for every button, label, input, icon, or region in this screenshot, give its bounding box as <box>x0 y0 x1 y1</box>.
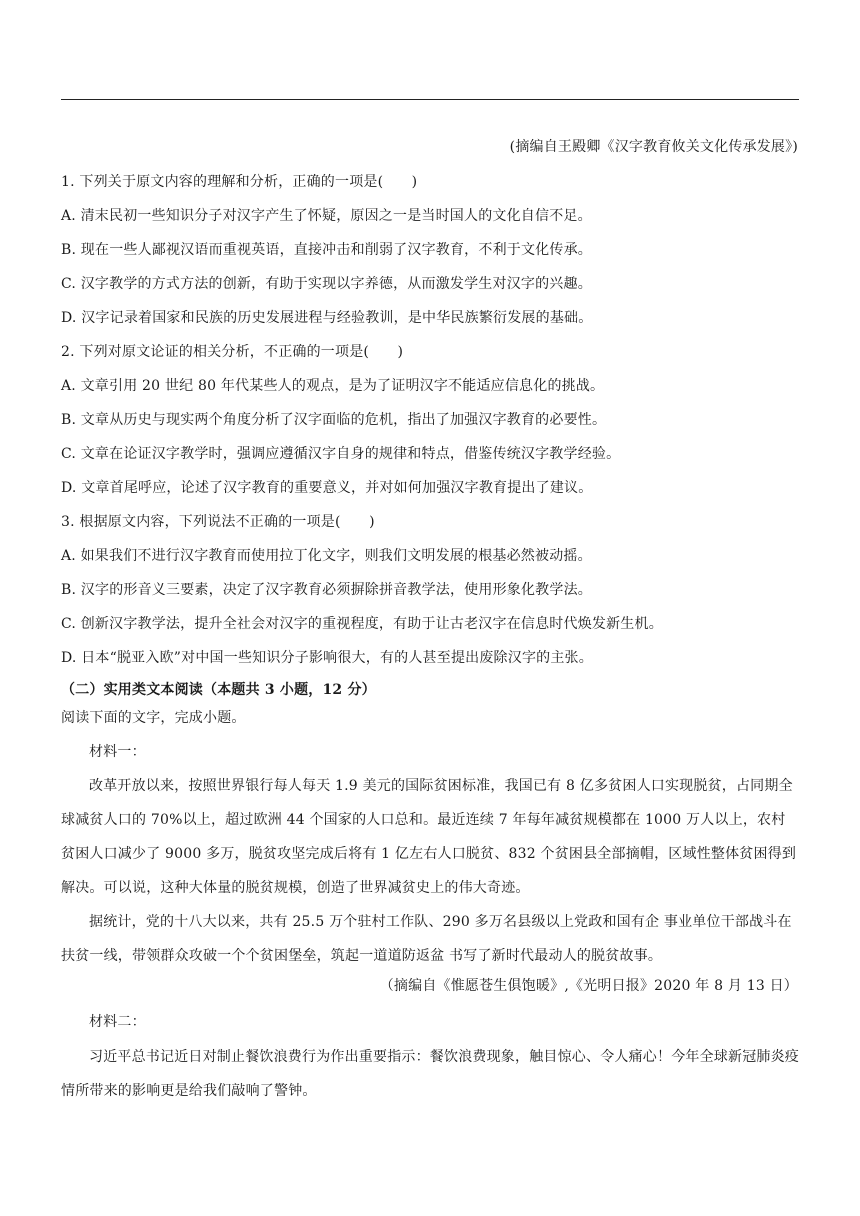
question-1-option-b: B. 现在一些人鄙视汉语而重视英语，直接冲击和削弱了汉字教育，不利于文化传承。 <box>61 242 592 258</box>
source-citation-1: (摘编自王殿卿《汉字教育攸关文化传承发展》) <box>509 139 798 155</box>
question-3-option-b: B. 汉字的形音义三要素，决定了汉字教育必须摒除拼音教学法，使用形象化教学法。 <box>61 582 592 598</box>
header-rule <box>61 99 799 100</box>
material-2-label: 材料二： <box>89 1014 146 1030</box>
material-2-paragraph-1: 习近平总书记近日对制止餐饮浪费行为作出重要指示：餐饮浪费现象，触目惊心、令人痛心！今年全球新冠肺炎疫情所带来的影响更是给我们敲响了警钟。 <box>61 1049 799 1099</box>
reading-instruction: 阅读下面的文字，完成小题。 <box>61 710 246 726</box>
question-3-stem: 3. 根据原文内容，下列说法不正确的一项是( ) <box>61 514 375 530</box>
question-2-option-b: B. 文章从历史与现实两个角度分析了汉字面临的危机，指出了加强汉字教育的必要性。 <box>61 412 607 428</box>
material-1-paragraph-2: 据统计，党的十八大以来，共有 25.5 万个驻村工作队、290 多万名县级以上党政和国有企 事业单位干部战斗在扶贫一线，带领群众攻破一个个贫困堡垒，筑起一道道防返盆 书写了新时代最动人的脱贫故事。 <box>61 914 792 964</box>
question-2-option-d: D. 文章首尾呼应，论述了汉字教育的重要意义，并对如何加强汉字教育提出了建议。 <box>61 480 593 496</box>
material-1-label: 材料一： <box>89 744 146 760</box>
source-citation-2: （摘编自《惟愿苍生俱饱暖》,《光明日报》2020 年 8 月 13 日） <box>379 978 798 994</box>
question-1-stem: 1. 下列关于原文内容的理解和分析，正确的一项是( ) <box>61 174 418 190</box>
question-1-option-d: D. 汉字记录着国家和民族的历史发展进程与经验教训，是中华民族繁衍发展的基础。 <box>61 310 593 326</box>
question-3-option-d: D. 日本“脱亚入欧”对中国一些知识分子影响很大，有的人甚至提出废除汉字的主张。 <box>61 650 593 666</box>
question-2-option-a: A. 文章引用 20 世纪 80 年代某些人的观点，是为了证明汉字不能适应信息化的挑战。 <box>61 378 605 394</box>
question-1-option-c: C. 汉字教学的方式方法的创新，有助于实现以字养德，从而激发学生对汉字的兴趣。 <box>61 276 592 292</box>
question-2-stem: 2. 下列对原文论证的相关分析，不正确的一项是( ) <box>61 344 404 360</box>
question-1-option-a: A. 清末民初一些知识分子对汉字产生了怀疑，原因之一是当时国人的文化自信不足。 <box>61 208 592 224</box>
question-2-option-c: C. 文章在论证汉字教学时，强调应遵循汉字自身的规律和特点，借鉴传统汉字教学经验。 <box>61 446 621 462</box>
material-1-paragraph-1: 改革开放以来，按照世界银行每人每天 1.9 美元的国际贫困标准，我国已有 8 亿多贫困人口实现脱贫，占同期全球减贫人口的 70%以上，超过欧洲 44 个国家的人口总和。最近连续 7 年每年减贫规模都在 1000 万人以上，农村贫困人口减少了 9000 多万，脱贫攻坚完成后将有 1 亿左右人口脱贫、832 个贫困县全部摘帽，区域性整体贫困得到解决。可以说，这种大体量的脱贫规模，创造了世界减贫史上的伟大奇迹。 <box>61 778 797 896</box>
section-heading: （二）实用类文本阅读（本题共 3 小题，12 分） <box>61 682 376 698</box>
question-3-option-c: C. 创新汉字教学法，提升全社会对汉字的重视程度，有助于让古老汉字在信息时代焕发新生机。 <box>61 616 663 632</box>
question-3-option-a: A. 如果我们不进行汉字教育而使用拉丁化文字，则我们文明发展的根基必然被动摇。 <box>61 548 592 564</box>
